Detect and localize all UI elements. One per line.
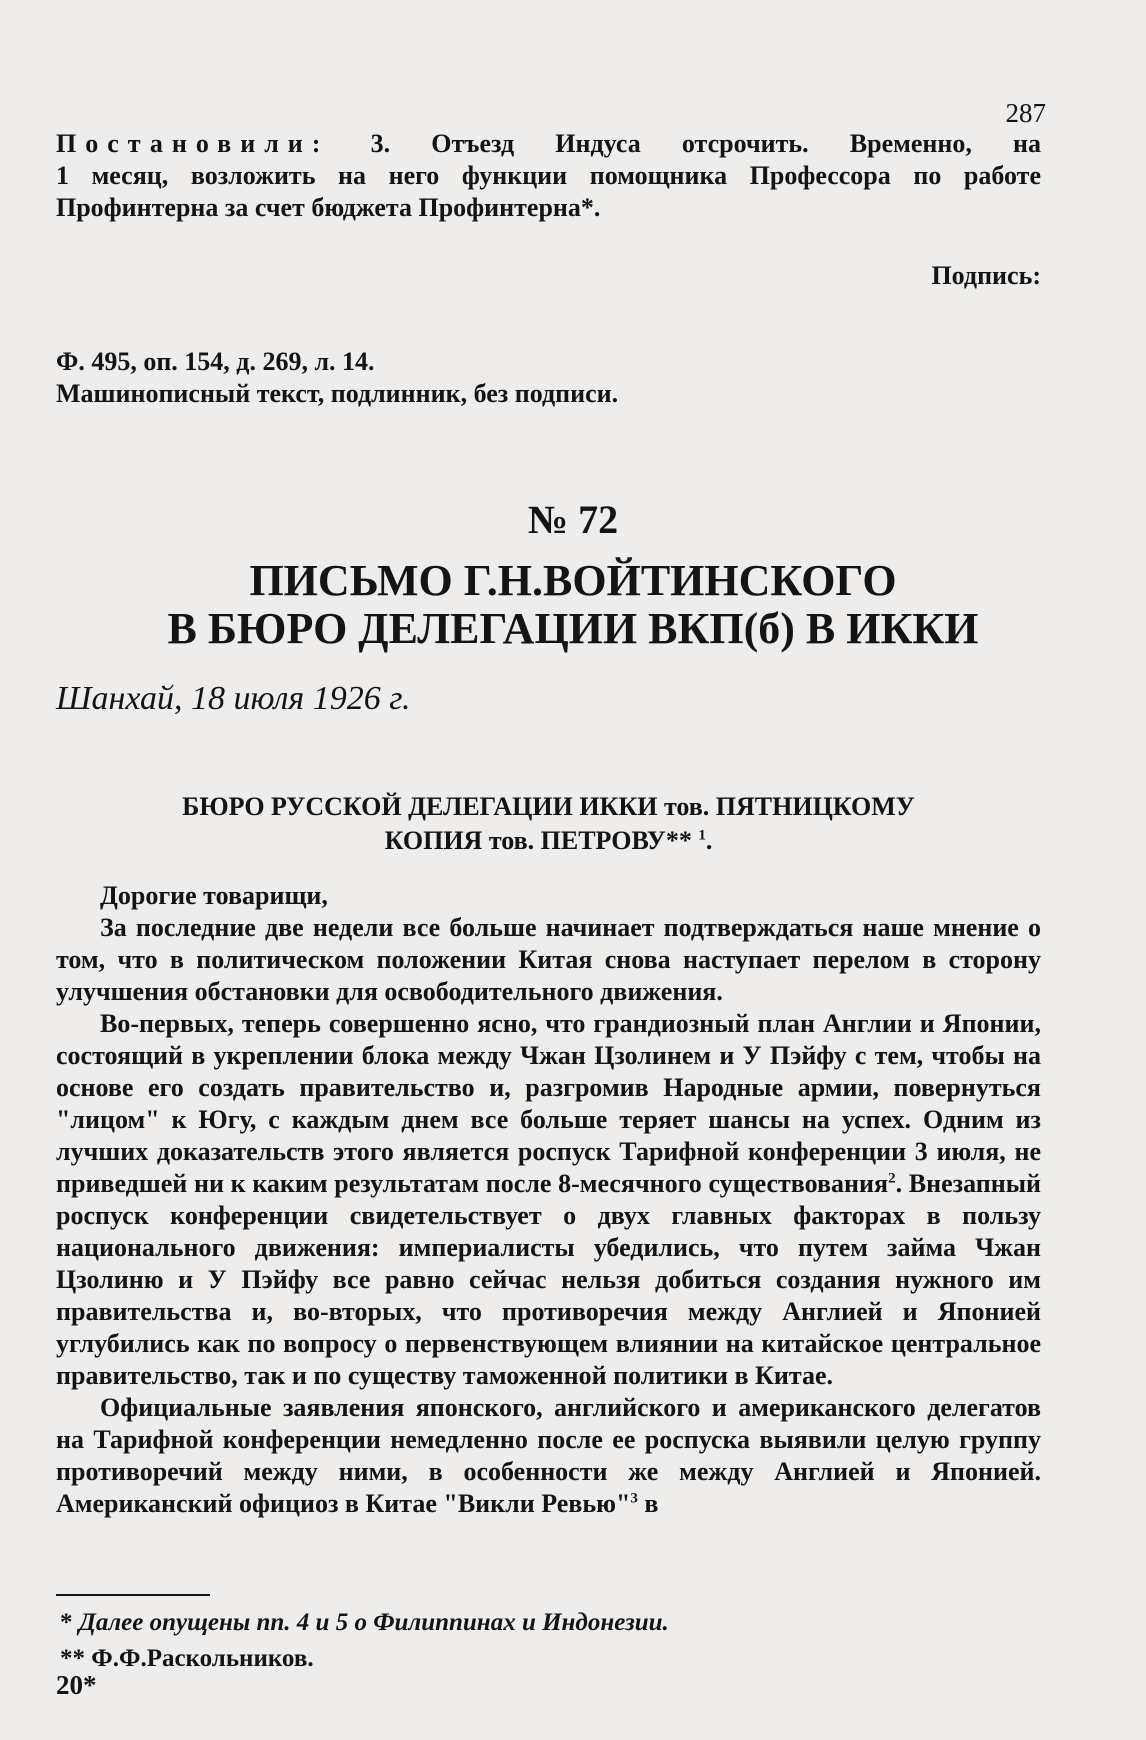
paragraph-2: Во-первых, теперь совершенно ясно, что грандиозный план Англии и Японии, состоящий в укреплении блока между Чжан Цзолинем и У Пэйфу с тем, чтобы на основе его создать правительство и, разгромив Народные армии, повернуться "лицом" к Югу, с каждым днем все больше теряет шансы на успех. Одним из лучших доказательств этого является роспуск Тарифной конференции 3 июля, не приведшей ни к каким результатам после 8-месячного существования$^2$. Внезапный роспуск конференции свидетельствует о двух главных факторах в пользу национального движения: империалисты убедились, что путем займа Чжан Цзолиню и У Пэйфу все равно сейчас нельзя добиться создания нужного им правительства и, во-вторых, что противоречия между Англией и Японией углубились как по вопросу о первенствующем влиянии на китайское центральное правительство, так и по существу таможенной политики в Китае. <box>56 1009 1041 1390</box>
page-number: 287 <box>1005 98 1046 128</box>
decision-line1-text: 3. Отъезд Индуса отсрочить. Временно, на <box>370 129 1042 158</box>
footnote-ref-2: 2 <box>888 1170 896 1187</box>
document-title <box>56 557 1090 653</box>
addressee <box>56 790 1041 858</box>
sheet-signature: 20* <box>56 1670 97 1700</box>
title-line-1: ПИСЬМО Г.Н.ВОЙТИНСКОГО <box>249 556 897 605</box>
decision-block <box>56 128 1041 224</box>
decision-footnote-mark: *. <box>580 193 601 222</box>
footnote-1: * Далее опущены пп. 4 и 5 о Филиппинах и Индонезии. <box>60 1609 669 1636</box>
signature-label: Подпись: <box>931 261 1041 290</box>
decision-label: Постановили: <box>56 129 330 158</box>
paragraph-1: За последние две недели все больше начинает подтверждаться наше мнение о том, что в политическом положении Китая снова наступает перелом в сторону улучшения обстановки для освободительного движения. <box>56 913 1041 1006</box>
addressee-line-2: КОПИЯ тов. ПЕТРОВУ** $^1$. <box>384 826 713 855</box>
footnote-separator <box>56 1594 210 1596</box>
document-number: № 72 <box>527 497 619 542</box>
letter-body <box>56 880 1041 1520</box>
footnote-ref-3: 3 <box>630 1490 638 1507</box>
decision-line1 <box>56 128 1041 160</box>
archive-reference: Ф. 495, оп. 154, д. 269, л. 14. <box>56 347 375 376</box>
addressee-line-1: БЮРО РУССКОЙ ДЕЛЕГАЦИИ ИККИ тов. ПЯТНИЦКОМУ <box>182 792 915 821</box>
decision-continuation: 1 месяц, возложить на него функции помощника Профессора по работе Профинтерна за счет бюджета Профинтерна*. <box>56 161 1041 222</box>
archive-note: Машинописный текст, подлинник, без подписи. <box>56 379 619 408</box>
place-date: Шанхай, 18 июля 1926 г. <box>56 680 411 717</box>
title-line-2: В БЮРО ДЕЛЕГАЦИИ ВКП(б) В ИККИ <box>167 604 979 653</box>
addressee-footnote-ref: 1 <box>698 827 706 844</box>
paragraph-3: Официальные заявления японского, английского и американского делегатов на Тарифной конференции немедленно после ее роспуска выявили целую группу противоречий между ними, в особенности же между Англией и Японией. Американский официоз в Китае "Викли Ревью"$^3$ в <box>56 1393 1041 1518</box>
addressee-marks: ** <box>665 826 699 855</box>
footnote-2: ** Ф.Ф.Раскольников. <box>60 1645 314 1672</box>
archive-block <box>56 346 1041 410</box>
greeting: Дорогие товарищи, <box>100 881 328 910</box>
